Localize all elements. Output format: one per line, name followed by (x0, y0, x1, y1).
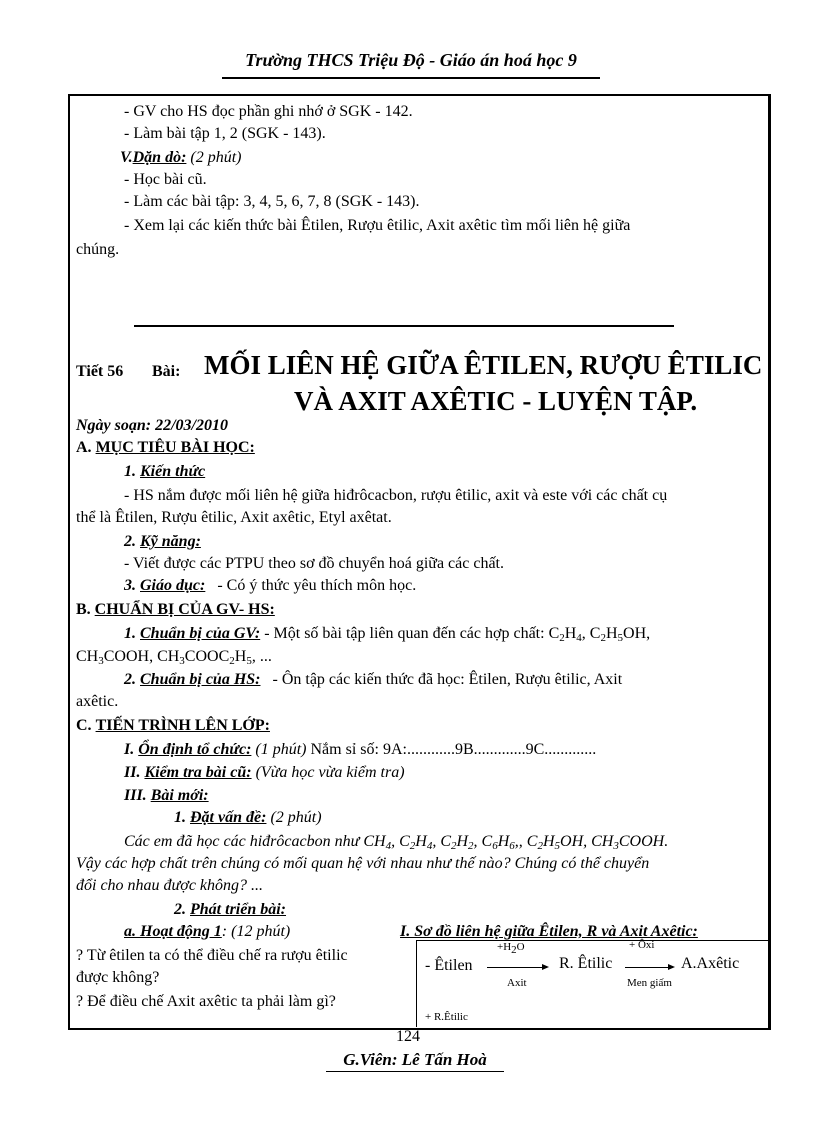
skills-heading: 2. Kỹ năng: (124, 533, 201, 550)
dan-do-heading: V.Dặn dò: (2 phút) (120, 149, 242, 166)
gv-prep-line: 1. Chuẩn bị của GV: - Một số bài tập liên quan đến các hợp chất: $C_2H_4$, $C_2H_5OH$, (124, 625, 651, 644)
teacher-question-1b: được không? (76, 969, 160, 986)
page-header-title: Trường THCS Triệu Độ - Giáo án hoá học 9 (222, 50, 600, 79)
hs-prep-line-2: axêtic. (76, 693, 119, 710)
arrow-2-reagent: + Ôxi (629, 939, 655, 951)
teacher-question-1a: ? Từ êtilen ta có thể điều chế ra rượu êtilic (76, 947, 348, 964)
gv-prep-compounds: $CH_3COOH$, $CH_3COOC_2H_5$, ... (76, 648, 272, 667)
top-line-7: chúng. (76, 241, 120, 258)
footer-author: G.Viên: Lê Tấn Hoà (326, 1050, 504, 1072)
section-a-heading: A. MỤC TIÊU BÀI HỌC: (76, 439, 255, 456)
skills-line-1: - Viết được các PTPU theo sơ đồ chuyển hoá giữa các chất. (124, 555, 504, 572)
teacher-question-2: ? Để điều chế Axit axêtic ta phải làm gì? (76, 993, 336, 1010)
lesson-date: Ngày soạn: 22/03/2010 (76, 417, 228, 434)
arrow-2 (625, 967, 673, 968)
diagram-end: A.Axêtic (681, 955, 740, 972)
diagram-middle: R. Êtilic (559, 955, 613, 972)
intro-heading: 1. Đặt vấn đề: (2 phút) (174, 809, 322, 826)
arrow-1-catalyst: Axit (507, 977, 527, 989)
hs-prep-line: 2. Chuẩn bị của HS: - Ôn tập các kiến thức đã học: Êtilen, Rượu êtilic, Axit (124, 671, 623, 688)
knowledge-line-2: thể là Êtilen, Rượu êtilic, Axit axêtic, Etyl axêtat. (76, 509, 392, 526)
section-b-heading: B. CHUẨN BỊ CỦA GV- HS: (76, 601, 275, 618)
lesson-number: Tiết 56 (76, 363, 124, 380)
arrow-1-reagent: $+H_2O$ (497, 941, 525, 956)
diagram-start: - Êtilen (425, 957, 473, 974)
top-line-4: - Học bài cũ. (124, 171, 207, 188)
diagram-corner-label: + R.Êtilic (425, 1011, 468, 1023)
knowledge-line-1: - HS nắm được mối liên hệ giữa hiđrôcacbon, rượu êtilic, axit và este với các chất cụ (124, 487, 668, 504)
page-number: 124 (396, 1028, 420, 1045)
section-c-heading: C. TIẾN TRÌNH LÊN LỚP: (76, 717, 270, 734)
arrow-1 (487, 967, 547, 968)
lesson-title-line-1: MỐI LIÊN HỆ GIỮA ÊTILEN, RƯỢU ÊTILIC (204, 350, 763, 380)
top-line-5: - Làm các bài tập: 3, 4, 5, 6, 7, 8 (SGK - 143). (124, 193, 420, 210)
knowledge-heading: 1. Kiến thức (124, 463, 206, 480)
step-2-line: II. Kiểm tra bài cũ: (Vừa học vừa kiểm tra) (124, 764, 405, 781)
intro-question-line-3: đổi cho nhau được không? ... (76, 877, 264, 894)
activity-1-heading: a. Hoạt động 1: (12 phút) (124, 923, 291, 940)
lesson-title-line-2: VÀ AXIT AXÊTIC - LUYỆN TẬP. (294, 386, 698, 416)
lesson-label: Bài: (152, 363, 181, 380)
development-heading: 2. Phát triển bài: (174, 901, 287, 918)
intro-question-line-1: Các em đã học các hiđrôcacbon như $CH_4$, $C_2H_4$, $C_2H_2$, $C_6H_6$,, $C_2H_5OH$, $CH_3COOH$. (124, 833, 669, 852)
top-line-2: - Làm bài tập 1, 2 (SGK - 143). (124, 125, 326, 142)
arrow-2-catalyst: Men giấm (627, 977, 672, 989)
reaction-diagram (416, 940, 769, 1027)
step-1-line: I. Ổn định tổ chức: (1 phút) Nắm sỉ số: 9A:............9B.............9C............. (124, 741, 597, 758)
top-line-1: - GV cho HS đọc phần ghi nhớ ở SGK - 142. (124, 103, 413, 120)
education-line: 3. Giáo dục: - Có ý thức yêu thích môn học. (124, 577, 417, 594)
top-line-6: - Xem lại các kiến thức bài Êtilen, Rượu êtilic, Axit axêtic tìm mối liên hệ giữa (124, 217, 631, 234)
step-3-heading: III. Bài mới: (124, 787, 209, 804)
diagram-section-title: I. Sơ đồ liên hệ giữa Êtilen, R và Axit Axêtic: (400, 923, 698, 940)
separator-line (134, 325, 674, 327)
content-frame (68, 94, 771, 1030)
intro-question-line-2: Vậy các hợp chất trên chúng có mối quan hệ với nhau như thế nào? Chúng có thể chuyển (76, 855, 650, 872)
